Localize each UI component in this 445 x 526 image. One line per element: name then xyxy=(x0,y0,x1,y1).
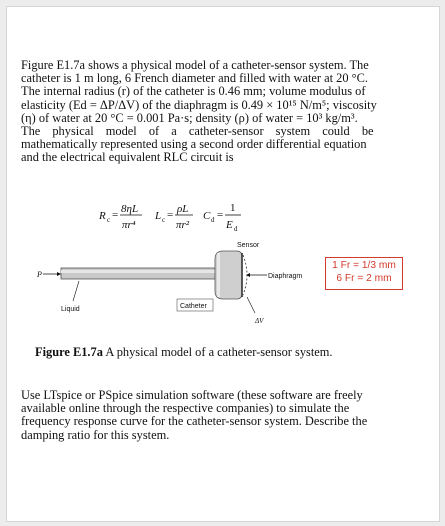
text-line: catheter is 1 m long, 6 French diameter and filled with water at 20 °C. xyxy=(21,71,368,86)
eq-c-numerator: 1 xyxy=(230,202,236,214)
eq-l-subscript: c xyxy=(162,216,166,224)
figure-caption xyxy=(35,345,333,360)
text-line: frequency response curve for the catheter-sensor system. Describe the xyxy=(21,414,368,429)
text-line: and the electrical equivalent RLC circuit is xyxy=(21,150,234,165)
eq-r-subscript: c xyxy=(107,216,111,224)
caption-label: Figure E1.7a xyxy=(35,345,103,359)
eq-l-numerator: ρL xyxy=(177,203,189,215)
handwritten-note xyxy=(325,257,403,290)
text-line: Use LTspice or PSpice simulation software (these software are freely xyxy=(21,388,363,402)
problem-statement xyxy=(21,59,425,165)
eq-r-numerator: 8ηL xyxy=(121,203,139,215)
document-page xyxy=(6,6,440,522)
caption-text: A physical model of a catheter-sensor system. xyxy=(102,345,333,359)
text-line: elasticity (Ed = ΔP/ΔV) of the diaphragm is 0.49 × 10¹⁵ N/m⁵; viscosity xyxy=(21,97,377,112)
eq-r-denominator: πr⁴ xyxy=(122,219,136,231)
text-line: (η) of water at 20 °C = 0.001 Pa·s; density (ρ) of water = 10³ kg/m³. xyxy=(21,110,358,125)
text-line: The physical model of a catheter-sensor system could be xyxy=(21,124,374,139)
svg-text:=: = xyxy=(112,209,119,221)
eq-c-denominator: E xyxy=(226,219,233,231)
text-line: available online through the respective companies) to simulate the xyxy=(21,401,350,416)
text-line: The internal radius (r) of the catheter is 0.46 mm; volume modulus of xyxy=(21,84,366,99)
catheter-label: Catheter xyxy=(180,303,207,310)
text-line: mathematically represented using a second order differential equation xyxy=(21,137,367,152)
text-line: Figure E1.7a shows a physical model of a catheter-sensor system. The xyxy=(21,58,369,72)
diaphragm-label: Diaphragm xyxy=(268,273,303,280)
text-line: damping ratio for this system. xyxy=(21,427,170,442)
svg-text:=: = xyxy=(167,209,174,221)
note-line-1: 1 Fr = 1/3 mm xyxy=(332,260,396,271)
eq-r-symbol: R xyxy=(99,210,106,222)
eq-c-symbol: C xyxy=(203,210,211,222)
liquid-label: Liquid xyxy=(61,306,80,313)
eq-l-denominator: πr² xyxy=(176,219,190,231)
task-statement xyxy=(21,389,425,442)
svg-text:=: = xyxy=(217,209,224,221)
note-line-2: 6 Fr = 2 mm xyxy=(336,273,392,284)
sensor-label: Sensor xyxy=(237,242,260,249)
eq-l-symbol: L xyxy=(155,210,162,222)
eq-c-subscript: d xyxy=(211,216,215,224)
eq-c-den-subscript: d xyxy=(234,225,238,233)
catheter-tube xyxy=(61,268,215,279)
pressure-label: P xyxy=(37,270,42,279)
delta-v-label: ΔV xyxy=(255,317,264,325)
